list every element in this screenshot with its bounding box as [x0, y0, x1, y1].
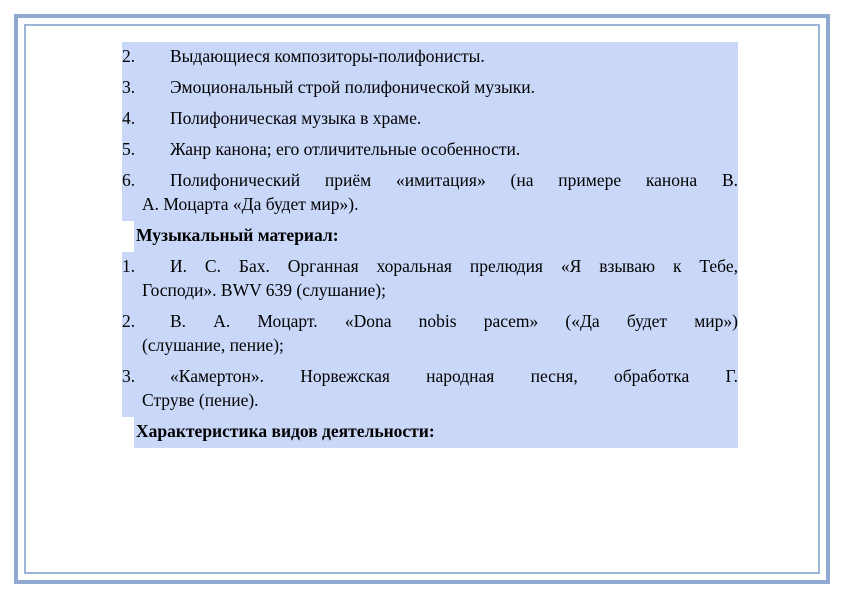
- list-item: [122, 307, 738, 362]
- item-text: Полифоническая музыка в храме.: [170, 108, 422, 128]
- list-item: [122, 252, 738, 307]
- section-heading-material: Музыкальный материал:: [134, 221, 738, 252]
- item-text-continued: А. Моцарта «Да будет мир»).: [142, 194, 359, 214]
- item-number: 1.: [122, 256, 136, 276]
- item-number: 6.: [122, 170, 136, 190]
- item-text: Жанр канона; его отличительные особенности.: [170, 139, 521, 159]
- item-number: 3.: [122, 77, 136, 97]
- item-text: Эмоциональный строй полифонической музыки.: [170, 77, 536, 97]
- list-item: [122, 166, 738, 221]
- item-text-continued: Господи». BWV 639 (слушание);: [142, 280, 386, 300]
- list-item: [122, 362, 738, 417]
- list-item: [122, 135, 738, 166]
- item-text: Полифонический приём «имитация» (на примере канона В.: [170, 170, 738, 190]
- item-text: «Камертон». Норвежская народная песня, обработка Г.: [170, 366, 738, 386]
- section-heading-activities: Характеристика видов деятельности:: [134, 417, 738, 448]
- item-number: 3.: [122, 366, 136, 386]
- item-text: В. А. Моцарт. «Dona nobis pacem» («Да будет мир»): [170, 311, 738, 331]
- item-text: И. С. Бах. Органная хоральная прелюдия «Я взываю к Тебе,: [170, 256, 738, 276]
- slide-content: [122, 42, 738, 448]
- list-item: [122, 73, 738, 104]
- item-text-continued: Струве (пение).: [142, 390, 259, 410]
- item-number: 5.: [122, 139, 136, 159]
- item-number: 4.: [122, 108, 136, 128]
- item-text-continued: (слушание, пение);: [142, 335, 284, 355]
- item-text: Выдающиеся композиторы-полифонисты.: [170, 46, 485, 66]
- list-item: [122, 104, 738, 135]
- list-item: [122, 42, 738, 73]
- item-number: 2.: [122, 46, 136, 66]
- item-number: 2.: [122, 311, 136, 331]
